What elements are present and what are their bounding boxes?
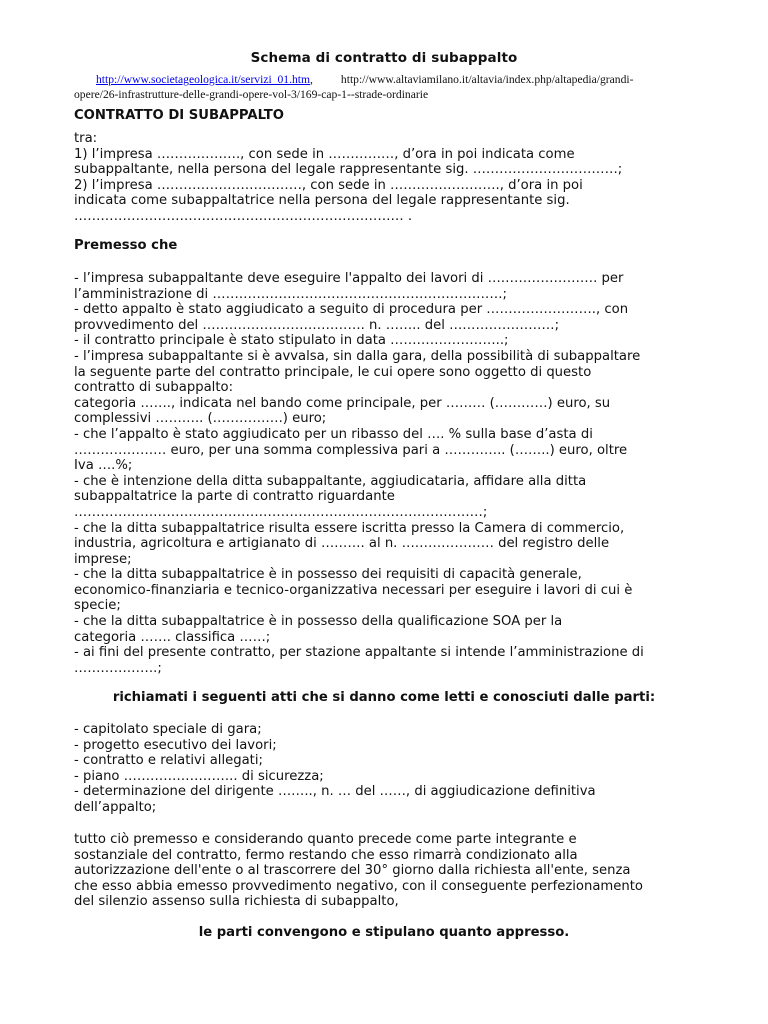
heading-premesso: Premesso che <box>74 238 178 253</box>
source-link-altaviamilano: http://www.altaviamilano.it/altavia/index.php/altapedia/grandi- <box>340 73 634 86</box>
conclusion-line: che esso abbia emesso provvedimento negativo, con il conseguente perfezionamento <box>74 878 643 894</box>
premesso-line: la seguente parte del contratto principale, le cui opere sono oggetto di questo <box>74 364 592 380</box>
premesso-line: provvedimento del ………………………………. n. …….. del ……………………; <box>74 317 560 333</box>
atti-line: - contratto e relativi allegati; <box>74 753 263 769</box>
premesso-line: - l’impresa subappaltante si è avvalsa, sin dalla gara, della possibilità di subappaltare <box>74 348 641 364</box>
premesso-line: …………………………………………………………………………………; <box>74 504 488 520</box>
premesso-line: specie; <box>74 598 121 614</box>
atti-line: - determinazione del dirigente …….., n. … del ……, di aggiudicazione definitiva <box>74 784 596 800</box>
premesso-line: - l’impresa subappaltante deve eseguire l'appalto dei lavori di ……………………. per <box>74 271 624 286</box>
premesso-line: - ai fini del presente contratto, per stazione appaltante si intende l’amministrazione di <box>74 645 644 661</box>
premesso-line: contratto di subappalto: <box>74 380 234 396</box>
parties-line: ………………………………………………………………… . <box>74 208 413 224</box>
atti-line: - piano …………………….. di sicurezza; <box>74 768 324 784</box>
atti-list <box>74 722 704 816</box>
parties-line: tra: <box>74 131 98 146</box>
parties-line: 1) l’impresa ………………., con sede in ……………, d’ora in poi indicata come <box>74 146 575 162</box>
premesso-line: - che la ditta subappaltatrice è in possesso dei requisiti di capacità generale, <box>74 567 582 583</box>
premesso-line: - che la ditta subappaltatrice è in possesso della qualificazione SOA per la <box>74 614 563 630</box>
premesso-line: - che l’appalto è stato aggiudicato per un ribasso del …. % sulla base d’asta di <box>74 426 593 442</box>
premesso-line: complessivi ……….. (…………….) euro; <box>74 411 327 427</box>
conclusion-line: tutto ciò premesso e considerando quanto precede come parte integrante e <box>74 832 577 847</box>
atti-line: - capitolato speciale di gara; <box>74 722 262 737</box>
premesso-line: categoria ……., indicata nel bando come principale, per ……… (…………) euro, su <box>74 395 611 411</box>
conclusion-line: sostanziale del contratto, fermo restando che esso rimarrà condizionato alla <box>74 847 578 863</box>
premesso-line: imprese; <box>74 551 132 567</box>
atti-line: dell’appalto; <box>74 799 157 815</box>
premesso-line: Iva ….%; <box>74 458 133 474</box>
parties-line: subappaltante, nella persona del legale rappresentante sig. ……………………………; <box>74 162 623 178</box>
premesso-line: - che la ditta subappaltatrice risulta essere iscritta presso la Camera di commercio, <box>74 520 625 536</box>
conclusion-paragraph <box>74 832 704 910</box>
premesso-line: - detto appalto è stato aggiudicato a seguito di procedura per ……………………., con <box>74 302 629 318</box>
premesso-line: economico-finanziaria e tecnico-organizzativa necessari per eseguire i lavori di cui è <box>74 582 633 598</box>
atti-line: - progetto esecutivo dei lavori; <box>74 737 277 753</box>
premesso-line: industria, agricoltura e artigianato di ………. al n. ………………… del registro delle <box>74 536 610 552</box>
parties-line: 2) l’impresa ……………………………, con sede in ……………………., d’ora in poi <box>74 177 583 193</box>
premesso-line: ………………… euro, per una somma complessiva pari a ………….. (……..) euro, oltre <box>74 442 628 458</box>
source-link-altaviamilano-cont: opere/26-infrastrutture-delle-grandi-opere-vol-3/169-cap-1--strade-ordinarie <box>74 88 429 101</box>
conclusion-line: autorizzazione dell'ente o al trascorrere del 30° giorno dalla richiesta all'ente, senza <box>74 863 631 879</box>
premesso-line: subappaltatrice la parte di contratto riguardante <box>74 489 395 505</box>
heading-contratto: CONTRATTO DI SUBAPPALTO <box>74 108 285 123</box>
premesso-line: - il contratto principale è stato stipulato in data ……………………..; <box>74 333 509 349</box>
parties-block <box>74 131 704 225</box>
closing-statement: le parti convengono e stipulano quanto appresso. <box>198 925 570 940</box>
source-link-societageologica[interactable]: http://www.societageologica.it/servizi_01.htm <box>96 73 311 86</box>
premesso-line: - che è intenzione della ditta subappaltante, aggiudicataria, affidare alla ditta <box>74 473 587 489</box>
premesso-line: l’amministrazione di …………………………………………………………; <box>74 286 507 302</box>
premesso-line: categoria ……. classifica ……; <box>74 629 271 645</box>
parties-line: indicata come subappaltatrice nella persona del legale rappresentante sig. <box>74 193 570 209</box>
premesso-block <box>74 271 704 676</box>
premesso-line: ……………….; <box>74 660 162 676</box>
conclusion-line: del silenzio assenso sulla richiesta di subappalto, <box>74 894 399 910</box>
source-links: http://www.societageologica.it/servizi_01.htm, http://www.altaviamilano.it/altavia/index.php/altapedia/grandi- opere/26-infrastrutture-delle-grandi-opere-vol-3/169-cap-1--strade-ordinarie <box>74 72 704 102</box>
heading-richiamati: richiamati i seguenti atti che si danno come letti e conosciuti dalle parti: <box>112 690 656 705</box>
document-title: Schema di contratto di subappalto <box>250 50 518 66</box>
